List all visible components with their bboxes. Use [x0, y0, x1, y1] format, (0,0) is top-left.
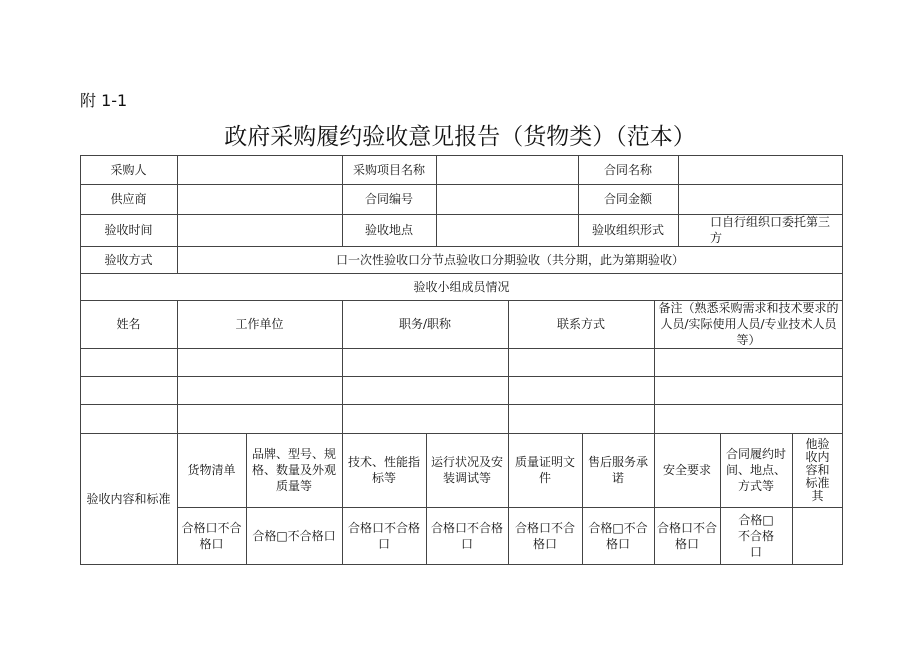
contract-no-label: 合同编号	[364, 192, 413, 206]
result-safety[interactable]: 合格口不合格口	[656, 520, 717, 551]
contract-amount-value[interactable]	[678, 184, 843, 214]
members-heading: 验收小组成员情况	[413, 279, 510, 294]
purchaser-value[interactable]	[177, 155, 342, 184]
supplier-value[interactable]	[177, 184, 342, 214]
acceptance-place-value[interactable]	[436, 214, 578, 246]
content-standard-label: 验收内容和标准	[86, 491, 171, 506]
result-after-sales[interactable]: 合格□不合格口	[588, 520, 648, 551]
member-header-contact: 联系方式	[556, 317, 605, 331]
item-other: 他验收内容和标准其	[805, 436, 830, 503]
annex-label: 附 1-1	[80, 91, 128, 110]
member-header-name: 姓名	[116, 317, 141, 331]
project-name-value[interactable]	[436, 155, 578, 184]
project-name-label: 采购项目名称	[352, 162, 425, 177]
item-safety: 安全要求	[662, 463, 711, 477]
method-label: 验收方式	[104, 252, 153, 267]
member-row[interactable]	[80, 348, 843, 376]
item-after-sales: 售后服务承诺	[587, 455, 648, 485]
item-contract-performance: 合同履约时间、地点、方式等	[725, 447, 786, 493]
item-goods-list: 货物清单	[187, 463, 236, 477]
item-tech-performance: 技术、性能指标等	[347, 455, 420, 485]
contract-name-label: 合同名称	[603, 162, 652, 177]
org-form-label: 验收组织形式	[591, 223, 664, 237]
acceptance-time-label: 验收时间	[104, 223, 153, 237]
result-tech-performance[interactable]: 合格口不合格口	[347, 520, 420, 551]
result-other[interactable]	[792, 507, 843, 564]
item-quality-docs: 质量证明文件	[514, 455, 575, 485]
item-operation-install: 运行状况及安装调试等	[430, 455, 503, 485]
contract-name-value[interactable]	[678, 155, 843, 184]
member-header-remark: 备注（熟悉采购需求和技术要求的人员/实际使用人员/专业技术人员等）	[658, 301, 839, 347]
member-row[interactable]	[80, 376, 843, 404]
result-contract-performance[interactable]: 合格□不合格口	[737, 512, 774, 559]
result-brand-model[interactable]: 合格□不合格口	[252, 528, 336, 543]
member-header-unit: 工作单位	[235, 317, 284, 331]
acceptance-place-label: 验收地点	[364, 223, 413, 237]
purchaser-label: 采购人	[110, 162, 147, 177]
member-header-title: 职务/职称	[398, 317, 452, 331]
item-brand-model: 品牌、型号、规格、数量及外观质量等	[251, 447, 336, 493]
acceptance-form	[80, 155, 843, 565]
page-title: 政府采购履约验收意见报告（货物类）（范本）	[224, 124, 696, 150]
supplier-label: 供应商	[110, 192, 147, 206]
result-operation-install[interactable]: 合格口不合格口	[430, 520, 503, 551]
contract-amount-label: 合同金额	[603, 192, 652, 206]
method-options[interactable]: 口一次性验收口分节点验收口分期验收（共分期，此为第期验收）	[335, 252, 684, 267]
contract-no-value[interactable]	[436, 184, 578, 214]
org-form-options[interactable]: 口自行组织口委托第三方	[710, 215, 831, 245]
acceptance-time-value[interactable]	[177, 214, 342, 246]
result-quality-docs[interactable]: 合格口不合格口	[514, 520, 575, 551]
result-goods-list[interactable]: 合格口不合格口	[181, 520, 242, 551]
member-row[interactable]	[80, 404, 843, 433]
